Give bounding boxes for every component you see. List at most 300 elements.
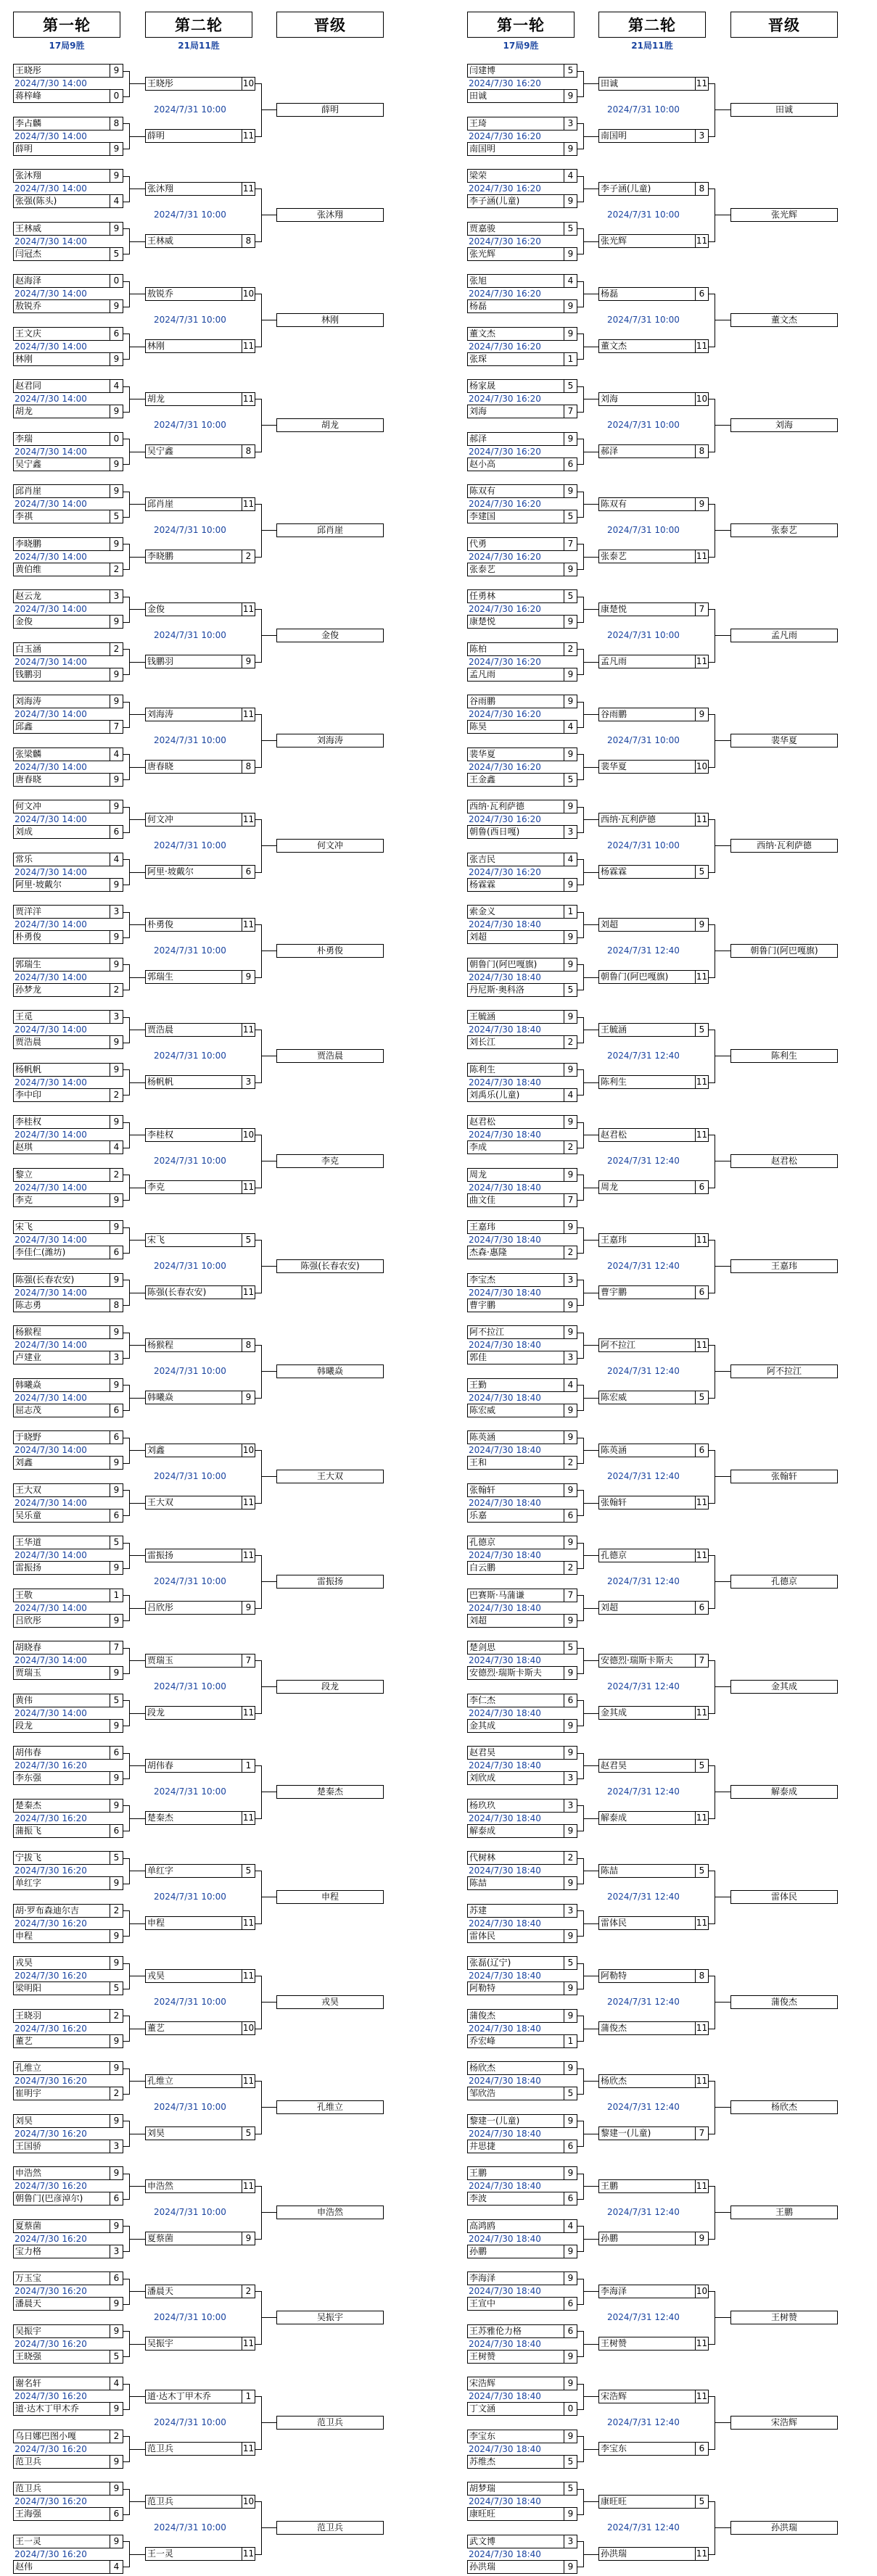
bracket-line	[123, 517, 129, 518]
bracket-line	[709, 2344, 715, 2345]
bracket-line	[709, 767, 715, 768]
bracket-line	[255, 2239, 261, 2240]
player-score: 5	[110, 1981, 123, 1995]
match-time: 2024/7/30 18:40	[469, 2443, 541, 2454]
player-score: 6	[110, 1246, 123, 1259]
bracket-line	[583, 662, 598, 663]
player-score: 9	[564, 247, 577, 261]
header-advance-left: 晋级	[276, 12, 384, 38]
player-score: 3	[564, 1273, 577, 1287]
player-name: 丁文涵	[467, 2402, 564, 2416]
player-score: 11	[696, 1916, 709, 1930]
bracket-line	[255, 924, 261, 925]
player-name: 李克	[13, 1193, 110, 1207]
player-score: 11	[242, 392, 255, 406]
player-score: 11	[696, 2547, 709, 2561]
player-score: 9	[564, 2271, 577, 2285]
match-time: 2024/7/30 16:20	[15, 2128, 87, 2139]
bracket-line	[123, 464, 129, 465]
bracket-line	[577, 1963, 583, 1964]
bracket-line	[123, 2304, 129, 2305]
player-name: 段龙	[145, 1706, 242, 1720]
advancing-player: 董文杰	[730, 313, 838, 327]
player-name: 张泰艺	[598, 550, 696, 563]
bracket-line	[261, 845, 276, 846]
player-score: 9	[564, 1719, 577, 1733]
bracket-line	[123, 912, 129, 913]
player-score: 7	[696, 602, 709, 616]
player-score: 1	[564, 905, 577, 919]
match-time: 2024/7/31 12:40	[607, 1681, 680, 1692]
player-score: 3	[110, 905, 123, 919]
player-score: 9	[564, 2560, 577, 2574]
bracket-line	[715, 1266, 730, 1267]
match-time: 2024/7/30 18:40	[469, 1813, 541, 1823]
match-time: 2024/7/30 14:00	[15, 1287, 87, 1298]
player-name: 胡梦瑞	[467, 2482, 564, 2496]
player-name: 申程	[145, 1916, 242, 1930]
advancing-player: 胡龙	[276, 418, 384, 432]
player-score: 9	[110, 1273, 123, 1287]
player-score: 7	[242, 1654, 255, 1668]
bracket-line	[129, 662, 145, 663]
match-time: 2024/7/31 10:00	[154, 2312, 226, 2323]
bracket-line	[583, 2081, 598, 2082]
player-name: 黎立	[13, 1168, 110, 1182]
match-time: 2024/7/30 16:20	[469, 761, 541, 772]
player-name: 郭瑞生	[13, 958, 110, 972]
player-score: 11	[242, 2074, 255, 2088]
player-score: 2	[564, 1561, 577, 1575]
player-name: 安德烈·瑞斯卡斯夫	[467, 1666, 564, 1680]
bracket-line	[123, 1595, 129, 1596]
match-time: 2024/7/30 18:40	[469, 2286, 541, 2296]
player-score: 10	[242, 2021, 255, 2035]
bracket-line	[577, 1017, 583, 1018]
bracket-line	[577, 1385, 583, 1386]
player-score: 9	[110, 2535, 123, 2548]
player-name: 薛明	[13, 142, 110, 156]
player-score: 11	[242, 1706, 255, 1720]
player-score: 2	[564, 1246, 577, 1259]
player-score: 10	[242, 1444, 255, 1457]
bracket-line	[577, 1543, 583, 1544]
advancing-player: 林刚	[276, 313, 384, 327]
player-name: 陈强(长春农安)	[13, 1273, 110, 1287]
player-name: 陈双有	[467, 484, 564, 498]
match-time: 2024/7/30 16:20	[469, 289, 541, 299]
player-score: 9	[564, 2061, 577, 2075]
player-score: 8	[242, 234, 255, 248]
bracket-line	[129, 1398, 145, 1399]
match-time: 2024/7/30 14:00	[15, 1445, 87, 1455]
player-score: 11	[696, 970, 709, 984]
player-score: 9	[564, 2245, 577, 2258]
advancing-player: 蒲俊杰	[730, 1995, 838, 2009]
match-time: 2024/7/30 14:00	[15, 709, 87, 719]
bracket-line	[577, 96, 583, 97]
player-score: 9	[110, 1035, 123, 1049]
player-name: 田诚	[467, 89, 564, 103]
bracket-line	[709, 1555, 715, 1556]
advancing-player: 王嘉玮	[730, 1259, 838, 1273]
bracket-line	[715, 2422, 730, 2423]
player-score: 3	[696, 129, 709, 143]
advancing-player: 韩曦焱	[276, 1364, 384, 1378]
player-score: 9	[110, 1929, 123, 1943]
player-score: 11	[696, 1811, 709, 1825]
advancing-player: 王鹏	[730, 2206, 838, 2219]
bracket-line	[123, 2409, 129, 2410]
player-name: 戎昊	[145, 1969, 242, 1983]
bracket-line	[123, 71, 129, 72]
player-score: 9	[110, 668, 123, 682]
advancing-player: 张泰艺	[730, 523, 838, 537]
player-name: 刘长江	[467, 1035, 564, 1049]
player-score: 11	[242, 1811, 255, 1825]
advancing-player: 段龙	[276, 1680, 384, 1694]
player-name: 解泰成	[598, 1811, 696, 1825]
player-name: 梁荣	[467, 169, 564, 183]
player-score: 10	[696, 2285, 709, 2298]
player-score: 9	[110, 1220, 123, 1234]
bracket-line	[577, 832, 583, 833]
player-score: 9	[564, 1115, 577, 1129]
player-name: 王大双	[13, 1483, 110, 1497]
player-score: 9	[564, 958, 577, 972]
player-name: 陈强(长春农安)	[145, 1285, 242, 1299]
advancing-player: 金俊	[276, 629, 384, 642]
player-score: 9	[564, 432, 577, 446]
player-name: 万玉宝	[13, 2271, 110, 2285]
player-score: 9	[110, 64, 123, 78]
player-name: 蒋梓峰	[13, 89, 110, 103]
player-name: 钱鹏羽	[145, 655, 242, 668]
bracket-line	[577, 412, 583, 413]
player-name: 王文庆	[13, 327, 110, 341]
player-score: 5	[696, 2495, 709, 2509]
match-time: 2024/7/31 10:00	[154, 1156, 226, 1167]
player-name: 王觅	[13, 1010, 110, 1024]
match-time: 2024/7/31 10:00	[154, 315, 226, 326]
bracket-line	[577, 2541, 583, 2542]
player-score: 9	[696, 918, 709, 932]
bracket-line	[709, 2449, 715, 2450]
player-name: 潘晨天	[13, 2297, 110, 2311]
player-name: 宋浩辉	[467, 2377, 564, 2390]
match-time: 2024/7/30 18:40	[469, 1235, 541, 1245]
bracket-line	[123, 1385, 129, 1386]
match-time: 2024/7/31 10:00	[154, 2417, 226, 2428]
match-time: 2024/7/30 18:40	[469, 1340, 541, 1350]
player-score: 9	[110, 1325, 123, 1339]
player-name: 蒲俊杰	[598, 2021, 696, 2035]
player-name: 段龙	[13, 1719, 110, 1733]
advancing-player: 孔德京	[730, 1575, 838, 1589]
match-time: 2024/7/31 10:00	[154, 420, 226, 431]
player-score: 3	[110, 2140, 123, 2153]
player-name: 张磊(辽宁)	[467, 1956, 564, 1970]
player-score: 6	[696, 2442, 709, 2456]
bracket-line	[123, 859, 129, 860]
bracket-line	[709, 136, 715, 137]
player-name: 刘成	[13, 825, 110, 839]
player-score: 2	[110, 983, 123, 997]
match-time: 2024/7/30 16:20	[15, 2023, 87, 2034]
player-score: 6	[110, 1404, 123, 1417]
bracket-line	[123, 1017, 129, 1018]
match-time: 2024/7/30 14:00	[15, 341, 87, 352]
bracket-line	[123, 386, 129, 387]
player-score: 11	[242, 2337, 255, 2351]
player-score: 5	[564, 510, 577, 523]
player-name: 贾瑞玉	[13, 1666, 110, 1680]
player-score: 8	[696, 1969, 709, 1983]
player-score: 5	[564, 983, 577, 997]
player-score: 9	[564, 1666, 577, 1680]
player-name: 杨欣杰	[598, 2074, 696, 2088]
bracket-line	[123, 1122, 129, 1123]
bracket-line	[583, 2554, 598, 2555]
player-name: 乌日娜巴图小嘎	[13, 2430, 110, 2443]
player-score: 11	[696, 2390, 709, 2403]
bracket-line	[123, 2146, 129, 2147]
bracket-line	[123, 727, 129, 728]
player-score: 9	[110, 2166, 123, 2180]
player-score: 9	[110, 773, 123, 787]
bracket-line	[255, 1608, 261, 1609]
player-score: 6	[696, 1444, 709, 1457]
bracket-line	[123, 359, 129, 360]
player-score: 11	[696, 77, 709, 91]
player-name: 康楚悦	[598, 602, 696, 616]
player-score: 9	[110, 2034, 123, 2048]
bracket-line	[577, 1490, 583, 1491]
bracket-line	[123, 964, 129, 965]
player-name: 陈宏威	[598, 1391, 696, 1404]
player-name: 孔维立	[13, 2061, 110, 2075]
player-score: 9	[564, 563, 577, 576]
player-score: 4	[110, 194, 123, 208]
player-name: 王嘉玮	[467, 1220, 564, 1234]
player-name: 胡龙	[13, 405, 110, 418]
bracket-line	[123, 1910, 129, 1911]
player-score: 3	[242, 1075, 255, 1089]
player-name: 苏建	[467, 1904, 564, 1918]
bracket-line	[715, 109, 730, 110]
player-name: 何文冲	[145, 813, 242, 827]
bracket-line	[577, 1805, 583, 1806]
player-score: 9	[110, 1483, 123, 1497]
bracket-line	[583, 2186, 598, 2187]
player-score: 9	[110, 1193, 123, 1207]
player-score: 9	[110, 615, 123, 629]
player-score: 9	[110, 222, 123, 236]
player-name: 白云鹏	[467, 1561, 564, 1575]
bracket-line	[715, 1581, 730, 1582]
player-score: 7	[564, 405, 577, 418]
bracket-line	[123, 1200, 129, 1201]
player-score: 3	[564, 117, 577, 131]
player-name: 邱鑫	[13, 720, 110, 734]
bracket-line	[583, 83, 598, 84]
bracket-line	[709, 1450, 715, 1451]
bracket-line	[129, 819, 145, 820]
match-time: 2024/7/30 14:00	[15, 131, 87, 141]
bracket-line	[709, 1923, 715, 1924]
bracket-line	[577, 386, 583, 387]
player-name: 李宝东	[598, 2442, 696, 2456]
player-score: 8	[696, 182, 709, 196]
advancing-player: 范卫兵	[276, 2416, 384, 2430]
player-score: 5	[242, 1233, 255, 1247]
bracket-line	[261, 1686, 276, 1687]
player-score: 9	[110, 930, 123, 944]
bracket-line	[583, 1923, 598, 1924]
match-time: 2024/7/31 10:00	[607, 104, 680, 115]
player-name: 代勇	[467, 537, 564, 551]
bracket-line	[255, 1503, 261, 1504]
match-time: 2024/7/30 18:40	[469, 1392, 541, 1403]
player-name: 黎建一(儿童)	[598, 2126, 696, 2140]
match-time: 2024/7/30 16:20	[469, 183, 541, 194]
player-name: 杨霖霖	[467, 878, 564, 892]
match-time: 2024/7/30 14:00	[15, 1392, 87, 1403]
player-score: 4	[564, 1378, 577, 1392]
player-score: 6	[564, 2324, 577, 2338]
player-name: 赵琪	[13, 1140, 110, 1154]
player-name: 白玉涵	[13, 642, 110, 656]
bracket-line	[583, 1398, 598, 1399]
player-score: 9	[110, 1063, 123, 1077]
player-name: 黄伯维	[13, 563, 110, 576]
match-time: 2024/7/30 18:40	[469, 2391, 541, 2401]
player-name: 道·达木丁甲木乔	[13, 2402, 110, 2416]
bracket-line	[123, 1936, 129, 1937]
player-name: 李波	[467, 2192, 564, 2206]
player-score: 11	[242, 497, 255, 511]
bracket-line	[123, 1568, 129, 1569]
player-name: 高鸿鸥	[467, 2219, 564, 2233]
player-name: 林刚	[13, 352, 110, 366]
bracket-line	[583, 767, 598, 768]
bracket-line	[577, 1568, 583, 1569]
player-name: 王鹏	[467, 2166, 564, 2180]
bracket-line	[255, 2291, 261, 2292]
bracket-line	[123, 1805, 129, 1806]
bracket-line	[577, 1122, 583, 1123]
player-score: 9	[564, 1746, 577, 1760]
bracket-line	[255, 1660, 261, 1661]
player-name: 赵伟	[13, 2560, 110, 2574]
bracket-line	[255, 2344, 261, 2345]
bracket-line	[123, 412, 129, 413]
bracket-line	[715, 845, 730, 846]
bracket-line	[123, 1227, 129, 1228]
player-score: 6	[696, 1285, 709, 1299]
player-name: 刘海	[598, 392, 696, 406]
player-name: 贾瑞玉	[145, 1654, 242, 1668]
match-time: 2024/7/31 10:00	[154, 104, 226, 115]
player-name: 吕欣彤	[13, 1614, 110, 1628]
bracket-line	[577, 754, 583, 755]
bracket-line	[129, 2291, 145, 2292]
bracket-line	[129, 1240, 145, 1241]
advancing-player: 范卫兵	[276, 2521, 384, 2535]
match-time: 2024/7/30 16:20	[15, 1918, 87, 1929]
bracket-line	[261, 635, 276, 636]
advancing-player: 孔维立	[276, 2100, 384, 2114]
advancing-player: 申程	[276, 1890, 384, 1904]
player-score: 2	[110, 1904, 123, 1918]
player-score: 11	[696, 1128, 709, 1142]
player-score: 9	[110, 1956, 123, 1970]
player-name: 李建国	[467, 510, 564, 523]
player-score: 9	[564, 1010, 577, 1024]
player-score: 3	[564, 1771, 577, 1785]
player-score: 1	[564, 2034, 577, 2048]
bracket-line	[577, 1227, 583, 1228]
player-name: 宋飞	[145, 1233, 242, 1247]
match-time: 2024/7/31 12:40	[607, 1786, 680, 1797]
bracket-line	[123, 228, 129, 229]
match-time: 2024/7/31 10:00	[154, 1786, 226, 1797]
player-name: 楚秦杰	[145, 1811, 242, 1825]
subheader-round1-right: 17局9胜	[503, 41, 539, 51]
player-score: 9	[110, 1561, 123, 1575]
bracket-line	[255, 609, 261, 610]
player-score: 4	[110, 853, 123, 866]
bracket-line	[583, 1555, 598, 1556]
bracket-line	[129, 136, 145, 137]
bracket-line	[709, 1660, 715, 1661]
bracket-line	[583, 977, 598, 978]
bracket-line	[577, 1700, 583, 1701]
player-name: 刘昊	[145, 2126, 242, 2140]
player-name: 李子涵(儿童)	[598, 182, 696, 196]
bracket-line	[583, 819, 598, 820]
player-name: 吴振宇	[145, 2337, 242, 2351]
advancing-player: 刘海涛	[276, 734, 384, 747]
bracket-line	[583, 714, 598, 715]
player-name: 李祺	[13, 510, 110, 523]
advancing-player: 赵君松	[730, 1154, 838, 1168]
match-time: 2024/7/30 14:00	[15, 1340, 87, 1350]
player-name: 朴勇俊	[13, 930, 110, 944]
player-score: 9	[564, 89, 577, 103]
player-name: 索金义	[467, 905, 564, 919]
bracket-line	[709, 2186, 715, 2187]
player-score: 5	[696, 1864, 709, 1878]
match-time: 2024/7/30 18:40	[469, 2233, 541, 2244]
player-score: 10	[242, 1128, 255, 1142]
advancing-player: 贾浩晨	[276, 1049, 384, 1063]
player-name: 南国明	[467, 142, 564, 156]
bracket-line	[123, 1620, 129, 1621]
bracket-line	[577, 1463, 583, 1464]
match-time: 2024/7/30 16:20	[15, 2076, 87, 2086]
match-time: 2024/7/31 10:00	[154, 1366, 226, 1377]
header-round2-left: 第二轮	[145, 12, 252, 38]
match-time: 2024/7/31 12:40	[607, 1471, 680, 1482]
player-name: 曲文佳	[467, 1193, 564, 1207]
player-score: 5	[110, 247, 123, 261]
bracket-line	[255, 2186, 261, 2187]
player-score: 9	[110, 1876, 123, 1890]
match-time: 2024/7/30 14:00	[15, 1655, 87, 1665]
match-time: 2024/7/30 16:20	[15, 1760, 87, 1771]
bracket-line	[129, 767, 145, 768]
